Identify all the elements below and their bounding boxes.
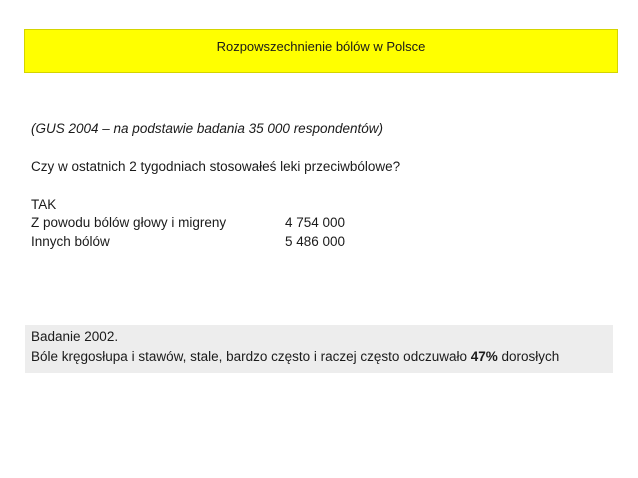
row-value-other: 5 486 000 [285, 234, 346, 249]
study-year: Badanie 2002. [31, 329, 119, 344]
page-title: Rozpowszechnienie bólów w Polsce [216, 39, 426, 54]
source-note: (GUS 2004 – na podstawie badania 35 000 respondentów) [31, 121, 383, 136]
row-value-headache: 4 754 000 [285, 215, 346, 230]
row-label-headache: Z powodu bólów głowy i migreny [31, 215, 227, 230]
study-finding-prefix: Bóle kręgosłupa i stawów, stale, bardzo często i raczej często odczuwało [31, 349, 471, 364]
study-finding-suffix: dorosłych [497, 349, 560, 364]
study-percentage: 47% [470, 349, 498, 364]
title-banner [24, 29, 618, 73]
study-box [25, 325, 613, 373]
survey-question: Czy w ostatnich 2 tygodniach stosowałeś leki przeciwbólowe? [31, 159, 401, 174]
answer-heading: TAK [31, 197, 57, 212]
row-label-other: Innych bólów [31, 234, 110, 249]
study-finding [31, 349, 559, 364]
